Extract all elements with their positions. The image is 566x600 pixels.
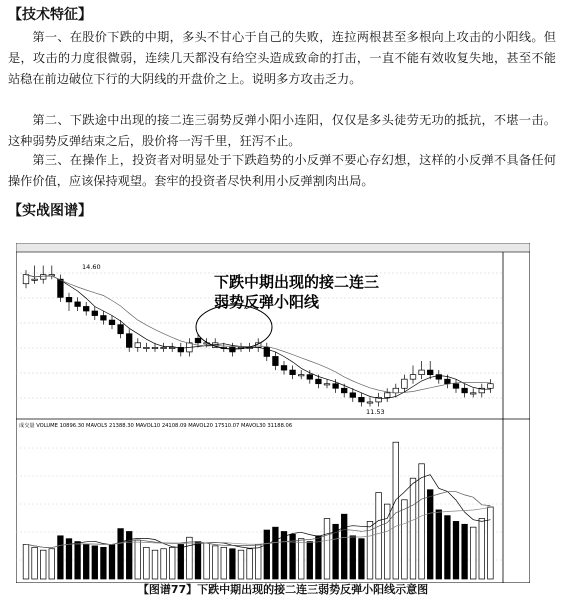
- bullish-candle: [169, 347, 175, 348]
- bearish-candle: [307, 375, 313, 380]
- volume-bar: [488, 507, 494, 579]
- bearish-candle: [273, 356, 279, 365]
- volume-bar: [427, 490, 433, 579]
- volume-bar: [462, 524, 468, 579]
- bearish-candle: [341, 388, 347, 393]
- bullish-candle: [144, 347, 150, 348]
- volume-bar: [152, 550, 158, 579]
- bullish-candle: [393, 388, 399, 393]
- volume-bar: [126, 531, 132, 579]
- paragraph-2: 第二、下跌途中出现的接二连三弱势反弹小阳小连阳，仅仅是多头徒劳无功的抵抗，不堪一击。这种弱势反弹结束之后，股价将一泻千里，狂泻不止。: [8, 113, 556, 148]
- volume-bar: [384, 504, 390, 579]
- bearish-candle: [350, 393, 356, 398]
- volume-bar: [109, 544, 115, 579]
- bearish-candle: [75, 302, 81, 307]
- section-title-chart: 【实战图谱】: [8, 203, 92, 219]
- bearish-candle: [281, 366, 287, 371]
- bearish-candle: [101, 316, 107, 321]
- section-title-technical: 【技术特征】: [8, 7, 92, 23]
- volume-bar: [40, 550, 46, 579]
- bearish-candle: [445, 379, 451, 384]
- bearish-candle: [118, 325, 124, 334]
- bullish-candle: [324, 384, 330, 385]
- paragraph-3: 第三、在操作上，投资者对明显处于下跌趋势的小反弹不要心存幻想，这样的小反弹不具备任何操作价值，应该保持观望。套牢的投资者尽快利用小反弹割肉出局。: [8, 153, 556, 188]
- volume-bar: [341, 514, 347, 579]
- bullish-candle: [367, 402, 373, 403]
- volume-bar: [75, 542, 81, 579]
- volume-bar: [298, 539, 304, 579]
- volume-bar: [83, 544, 89, 579]
- bearish-candle: [290, 370, 296, 375]
- volume-bar: [470, 527, 476, 579]
- volume-bar: [169, 547, 175, 579]
- volume-bar: [178, 544, 184, 579]
- volume-bar: [118, 529, 124, 579]
- bullish-candle: [419, 370, 425, 375]
- volume-bar: [445, 516, 451, 579]
- chart-menu-bar: [16, 243, 530, 252]
- bearish-candle: [92, 311, 98, 316]
- volume-bar: [247, 549, 253, 579]
- price-low-label: 11.53: [366, 408, 385, 416]
- bullish-candle: [40, 275, 46, 280]
- volume-bar: [393, 442, 399, 579]
- bullish-candle: [32, 279, 38, 280]
- bullish-candle: [384, 393, 390, 398]
- volume-bar: [436, 510, 442, 579]
- bearish-candle: [462, 388, 468, 393]
- paragraph-1: 第一、在股价下跌的中期，多头不甘心于自己的失败，连拉两根甚至多根向上攻击的小阳线。但是，攻击的力度很微弱，连续几天都没有给空头造成致命的打击，一直不能有效收复失地，甚至不能站稳在前边破位下行的大阴线的开盘价之上。说明多方攻击乏力。: [8, 30, 556, 86]
- volume-bar: [376, 493, 382, 579]
- bearish-candle: [83, 306, 89, 311]
- volume-bar: [281, 531, 287, 579]
- volume-bar: [238, 550, 244, 579]
- volume-bar: [92, 546, 98, 579]
- bearish-candle: [359, 397, 365, 402]
- volume-header: 成交量 VOLUME 10896.30 MAVOL5 21388.30 MAVOL10 24108.09 MAVOL20 17510.07 MAVOL30 31188.06: [19, 423, 293, 429]
- bullish-candle: [152, 347, 158, 348]
- bearish-candle: [66, 297, 72, 302]
- bullish-candle: [488, 384, 494, 389]
- annotation-line-1: 下跌中期出现的接二连三: [214, 273, 380, 291]
- volume-bar: [204, 543, 210, 579]
- volume-bar: [195, 542, 201, 579]
- volume-bar: [273, 527, 279, 579]
- bearish-candle: [109, 320, 115, 325]
- bearish-candle: [316, 379, 322, 384]
- bullish-candle: [23, 275, 29, 284]
- volume-bar: [359, 539, 365, 579]
- volume-bar: [221, 547, 227, 579]
- bullish-candle: [410, 375, 416, 380]
- bearish-candle: [427, 370, 433, 375]
- volume-bar: [419, 464, 425, 579]
- volume-bar: [402, 500, 408, 579]
- bearish-candle: [230, 347, 236, 352]
- figure-caption: 【图谱77】下跌中期出现的接二连三弱势反弹小阳线示意图: [137, 583, 429, 596]
- volume-bar: [453, 521, 459, 579]
- volume-bar: [32, 547, 38, 579]
- bullish-candle: [161, 347, 167, 348]
- volume-bar: [350, 536, 356, 579]
- bullish-candle: [135, 343, 141, 348]
- volume-bar: [264, 530, 270, 579]
- bearish-candle: [453, 384, 459, 389]
- volume-bar: [161, 549, 167, 579]
- volume-bar: [307, 542, 313, 579]
- bullish-candle: [470, 393, 476, 394]
- volume-bar: [144, 547, 150, 579]
- volume-bar: [23, 544, 29, 579]
- volume-bar: [479, 519, 485, 579]
- volume-bar: [58, 536, 64, 579]
- volume-bar: [324, 519, 330, 579]
- price-high-label: 14.60: [82, 263, 101, 271]
- bearish-candle: [126, 334, 132, 348]
- bearish-candle: [195, 338, 201, 343]
- volume-bar: [230, 549, 236, 579]
- volume-bar: [212, 546, 218, 579]
- annotation-line-2: 弱势反弹小阳线: [214, 293, 320, 311]
- bearish-candle: [58, 279, 64, 297]
- volume-bar: [135, 540, 141, 579]
- volume-bar: [49, 549, 55, 579]
- volume-bar: [255, 544, 261, 579]
- bearish-candle: [333, 384, 339, 389]
- bullish-candle: [298, 375, 304, 376]
- stock-chart: [16, 243, 530, 583]
- volume-bar: [101, 547, 107, 579]
- bullish-candle: [402, 379, 408, 388]
- volume-bar: [410, 478, 416, 579]
